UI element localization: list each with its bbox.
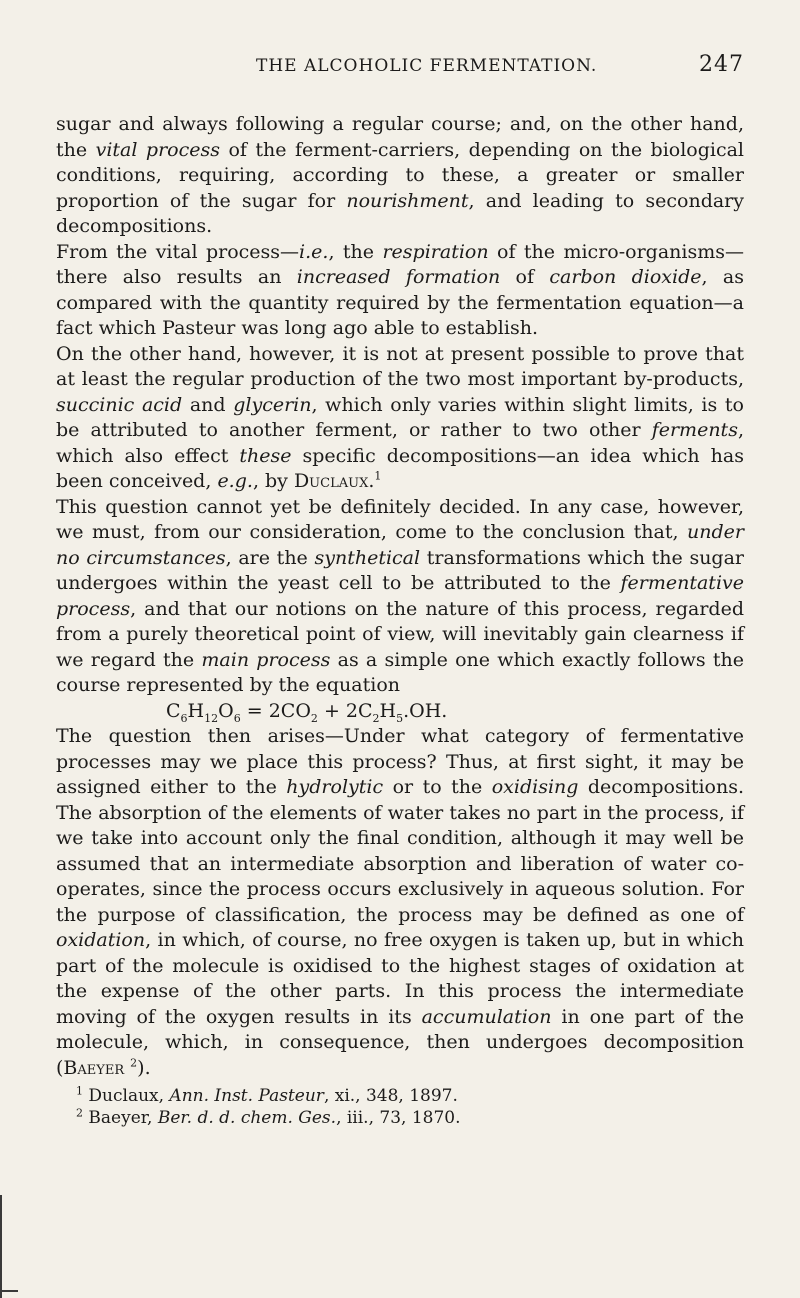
running-title: THE ALCOHOLIC FERMENTATION.: [256, 56, 598, 76]
chemical-equation: $C_6H_{12}O_6 = 2CO_2 + 2C_2H_5.OH$.: [166, 699, 448, 725]
paragraph: sugar and always following a regular course; and, on the other hand, the vital process of the ferment-carriers, depending on the biological conditions, requiring, according to these, a greater or smaller proportion of the sugar for nourishment, and leading to secondary decompositions.: [56, 113, 745, 237]
paragraph: From the vital process—i.e., the respiration of the micro-organisms—there also results an increased formation of carbon dioxide, as compared with the quantity required by the fermentation equation—a fact which Pasteur was long ago able to establish.: [56, 240, 744, 339]
paragraph: This question cannot yet be definitely decided. In any case, however, we must, from our consideration, come to the conclusion that, under no circumstances, are the synthetical transformations which the sugar undergoes within the yeast cell to be attributed to the fermentative process, and that our notions on the nature of this process, regarded from a purely theoretical point of view, will inevitably gain clearness if we regard the main process as a simple one which exactly follows the course represented by the equation: [56, 495, 744, 696]
paragraph: The question then arises—Under what category of fermentative processes may we place this process? Thus, at first sight, it may be assigned either to the hydrolytic or to the oxidising decompositions. The absorption of the elements of water takes no part in the process, if we take into account only the final condition, although it may well be assumed that an intermediate absorption and liberation of water co-operates, since the process occurs exclusively in aqueous solution. For the purpose of classification, the process may be defined as one of oxidation, in which, of course, no free oxygen is taken up, but in which part of the molecule is oxidised to the highest stages of oxidation at the expense of the other parts. In this process the intermediate moving of the oxygen results in its accumulation in one part of the molecule, which, in consequence, then undergoes decomposition (Baeyer $^2$).: [56, 725, 744, 1079]
author-name: Baeyer: [63, 1056, 125, 1079]
author-name: Duclaux.: [293, 470, 375, 492]
footnote-ref: 1: [374, 469, 382, 483]
book-page: [56, 46, 744, 1129]
footnote: $^1$ Duclaux, Ann. Inst. Pasteur, xi., 348, 1897.: [76, 1084, 458, 1106]
body-text: [56, 112, 744, 1081]
page-edge-line: [0, 1195, 2, 1298]
page-number: 247: [699, 52, 744, 77]
page-edge-corner: [0, 1290, 18, 1292]
footnotes: [56, 1085, 744, 1129]
footnote-ref: 2: [130, 1056, 138, 1070]
page-header: [56, 46, 744, 82]
footnote: $^2$ Baeyer, Ber. d. d. chem. Ges., iii., 73, 1870.: [76, 1106, 461, 1128]
paragraph: On the other hand, however, it is not at present possible to prove that at least the regular production of the two most important by-products, succinic acid and glycerin, which only varies within slight limits, is to be attributed to another ferment, or rather to two other ferments, which also effect these specific decompositions—an idea which has been conceived, e.g., by Duclaux.$^1$: [56, 342, 744, 492]
